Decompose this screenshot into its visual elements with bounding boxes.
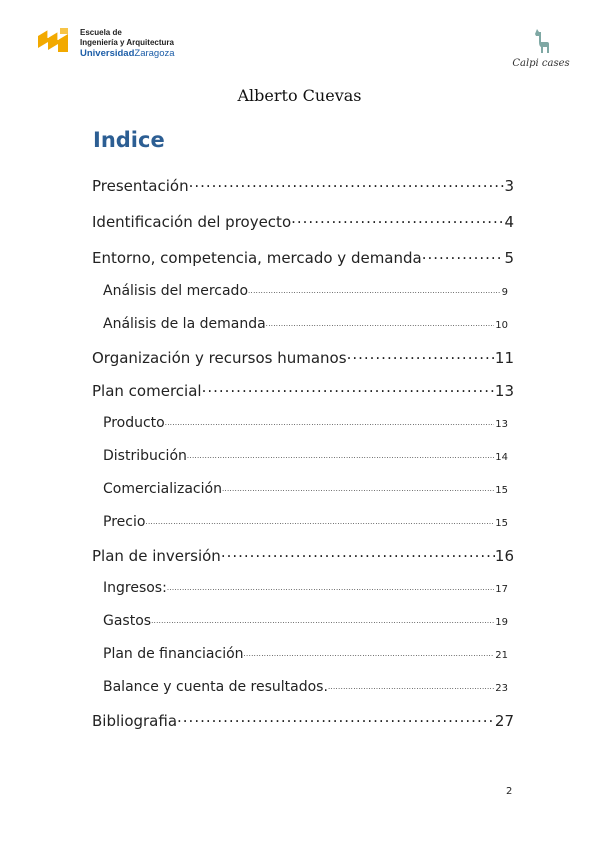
toc-entry-page: 23	[495, 683, 508, 694]
toc-subentry[interactable]	[103, 580, 508, 598]
toc-dot-leader	[222, 483, 494, 493]
toc-entry-label: Producto	[103, 415, 165, 431]
toc-entry[interactable]	[92, 380, 514, 400]
toc-dot-leader	[347, 347, 495, 363]
page-number: 2	[506, 786, 513, 797]
toc-entry-page: 15	[495, 518, 508, 529]
toc-dot-leader	[187, 450, 494, 460]
toc-entry-page: 19	[495, 617, 508, 628]
toc-entry-label: Balance y cuenta de resultados.	[103, 679, 328, 695]
toc-entry-label: Organización y recursos humanos	[92, 349, 347, 367]
toc-dot-leader	[244, 648, 495, 658]
toc-subentry[interactable]	[103, 646, 508, 664]
toc-dot-leader	[177, 710, 495, 726]
toc-dot-leader	[221, 545, 495, 561]
toc-entry-label: Entorno, competencia, mercado y demanda	[92, 249, 422, 267]
toc-entry-page: 3	[504, 177, 514, 195]
llama-icon	[531, 28, 551, 54]
toc-entry-label: Precio	[103, 514, 146, 530]
toc-entry-page: 27	[494, 712, 514, 730]
university-bold: Universidad	[80, 48, 135, 59]
school-name-line2: Ingeniería y Arquitectura	[80, 38, 174, 47]
toc-subentry[interactable]	[103, 415, 508, 433]
toc-entry-page: 13	[494, 382, 514, 400]
toc-entry[interactable]	[92, 710, 514, 730]
toc-entry[interactable]	[92, 175, 514, 195]
toc-dot-leader	[328, 681, 494, 691]
toc-dot-leader	[202, 380, 495, 396]
toc-subentry[interactable]	[103, 283, 508, 301]
toc-dot-leader	[145, 516, 494, 526]
university-name	[80, 49, 175, 59]
toc-entry-label: Identificación del proyecto	[92, 213, 292, 231]
toc-subentry[interactable]	[103, 316, 508, 334]
toc-entry[interactable]	[92, 211, 514, 231]
toc-entry-label: Análisis del mercado	[103, 283, 249, 299]
toc-subentry[interactable]	[103, 448, 508, 466]
school-name-line1: Escuela de	[80, 28, 122, 37]
toc-entry-page: 13	[495, 419, 508, 430]
eina-logo-icon	[36, 26, 72, 56]
university-logo	[36, 26, 175, 59]
toc-dot-leader	[165, 417, 495, 427]
toc-entry-page: 17	[495, 584, 508, 595]
toc-entry-label: Ingresos:	[103, 580, 167, 596]
toc-dot-leader	[189, 175, 505, 191]
toc-entry-page: 5	[504, 249, 514, 267]
author-name: Alberto Cuevas	[237, 86, 362, 105]
toc-entry-page: 15	[495, 485, 508, 496]
toc-entry-page: 16	[494, 547, 514, 565]
toc-subentry[interactable]	[103, 613, 508, 631]
toc-subentry[interactable]	[103, 514, 508, 532]
toc-entry[interactable]	[92, 347, 514, 367]
toc-dot-leader	[151, 615, 494, 625]
toc-entry-label: Plan de inversión	[92, 547, 221, 565]
university-city: Zaragoza	[134, 48, 175, 59]
toc-dot-leader	[422, 247, 505, 263]
brand-name: Calpi cases	[512, 58, 570, 69]
toc-entry-label: Bibliografia	[92, 712, 178, 730]
toc-entry-label: Plan comercial	[92, 382, 202, 400]
toc-entry-label: Plan de financiación	[103, 646, 244, 662]
toc-entry-label: Presentación	[92, 177, 189, 195]
toc-entry-label: Gastos	[103, 613, 152, 629]
toc-dot-leader	[167, 582, 494, 592]
toc-entry-page: 14	[495, 452, 508, 463]
toc-entry-label: Análisis de la demanda	[103, 316, 266, 332]
toc-entry-page: 4	[504, 213, 514, 231]
toc-entry-label: Comercialización	[103, 481, 222, 497]
toc-entry-page: 21	[495, 650, 508, 661]
toc-title: Indice	[93, 128, 165, 152]
toc-subentry[interactable]	[103, 679, 508, 697]
toc-subentry[interactable]	[103, 481, 508, 499]
toc-dot-leader	[291, 211, 504, 227]
brand-logo	[506, 28, 576, 69]
toc-entry-page: 11	[494, 349, 514, 367]
toc-entry-page: 10	[495, 320, 508, 331]
toc-entry-page: 9	[501, 287, 508, 298]
toc-dot-leader	[266, 318, 495, 328]
toc-entry-label: Distribución	[103, 448, 187, 464]
toc-entry[interactable]	[92, 545, 514, 565]
toc-entry[interactable]	[92, 247, 514, 267]
toc-dot-leader	[248, 285, 501, 295]
